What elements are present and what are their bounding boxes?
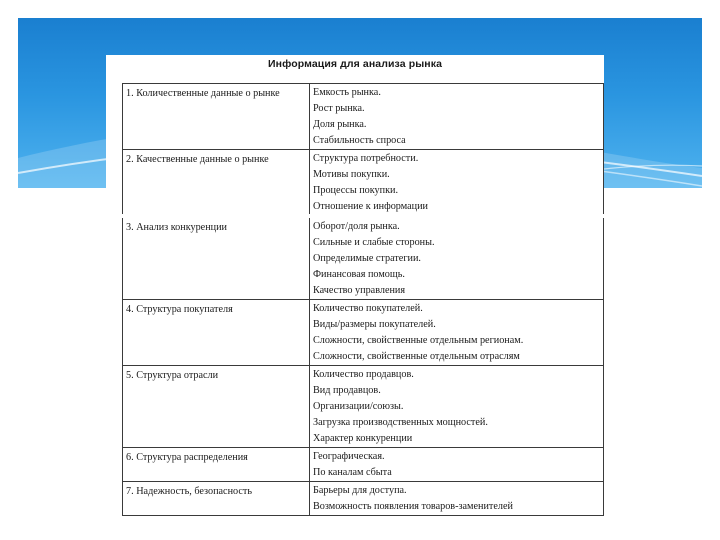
list-item: Мотивы покупки. — [313, 169, 390, 180]
list-item: Процессы покупки. — [313, 185, 399, 196]
row-items — [310, 366, 604, 448]
list-item: Рост рынка. — [313, 103, 365, 114]
list-item: Стабильность спроса — [313, 135, 406, 146]
list-item: Количество покупателей. — [313, 303, 423, 314]
table-row — [123, 218, 604, 300]
row-items — [310, 300, 604, 366]
list-item: Вид продавцов. — [313, 385, 381, 396]
row-items — [310, 218, 604, 300]
analysis-table-part-2 — [122, 218, 604, 516]
list-item: Организации/союзы. — [313, 401, 404, 412]
row-category: 3. Анализ конкуренции — [123, 218, 310, 300]
list-item: Количество продавцов. — [313, 369, 414, 380]
table-row — [123, 448, 604, 482]
row-items — [310, 84, 604, 150]
list-item: Определимые стратегии. — [313, 253, 421, 264]
analysis-table-part-1 — [122, 83, 604, 215]
table-row — [123, 84, 604, 150]
list-item: По каналам сбыта — [313, 467, 392, 478]
list-item: Сложности, свойственные отдельным регионам. — [313, 335, 524, 346]
list-item: Характер конкуренции — [313, 433, 413, 444]
document-title: Информация для анализа рынка — [267, 58, 443, 70]
table-row — [123, 482, 604, 516]
list-item: Виды/размеры покупателей. — [313, 319, 436, 330]
list-item: Загрузка производственных мощностей. — [313, 417, 488, 428]
list-item: Отношение к информации — [313, 201, 428, 212]
row-category: 7. Надежность, безопасность — [123, 482, 310, 516]
row-category: 6. Структура распределения — [123, 448, 310, 482]
document-scan-top — [106, 55, 604, 212]
row-category: 4. Структура покупателя — [123, 300, 310, 366]
list-item: Доля рынка. — [313, 119, 367, 130]
list-item: Финансовая помощь. — [313, 269, 405, 280]
table-row — [123, 150, 604, 216]
row-items — [310, 482, 604, 516]
list-item: Качество управления — [313, 285, 406, 296]
document-scan-bottom — [106, 214, 604, 512]
list-item: Оборот/доля рынка. — [313, 221, 400, 232]
list-item: Возможность появления товаров-заменителей — [313, 501, 513, 512]
list-item: Сильные и слабые стороны. — [313, 237, 435, 248]
list-item: Сложности, свойственные отдельным отраслям — [313, 351, 520, 362]
list-item: Структура потребности. — [313, 153, 419, 164]
table-row — [123, 300, 604, 366]
list-item: Барьеры для доступа. — [313, 485, 407, 496]
row-category: 2. Качественные данные о рынке — [123, 150, 310, 216]
list-item: Географическая. — [313, 451, 385, 462]
row-items — [310, 150, 604, 216]
row-items — [310, 448, 604, 482]
list-item: Емкость рынка. — [313, 87, 381, 98]
row-category: 1. Количественные данные о рынке — [123, 84, 310, 150]
row-category: 5. Структура отрасли — [123, 366, 310, 448]
table-row — [123, 366, 604, 448]
